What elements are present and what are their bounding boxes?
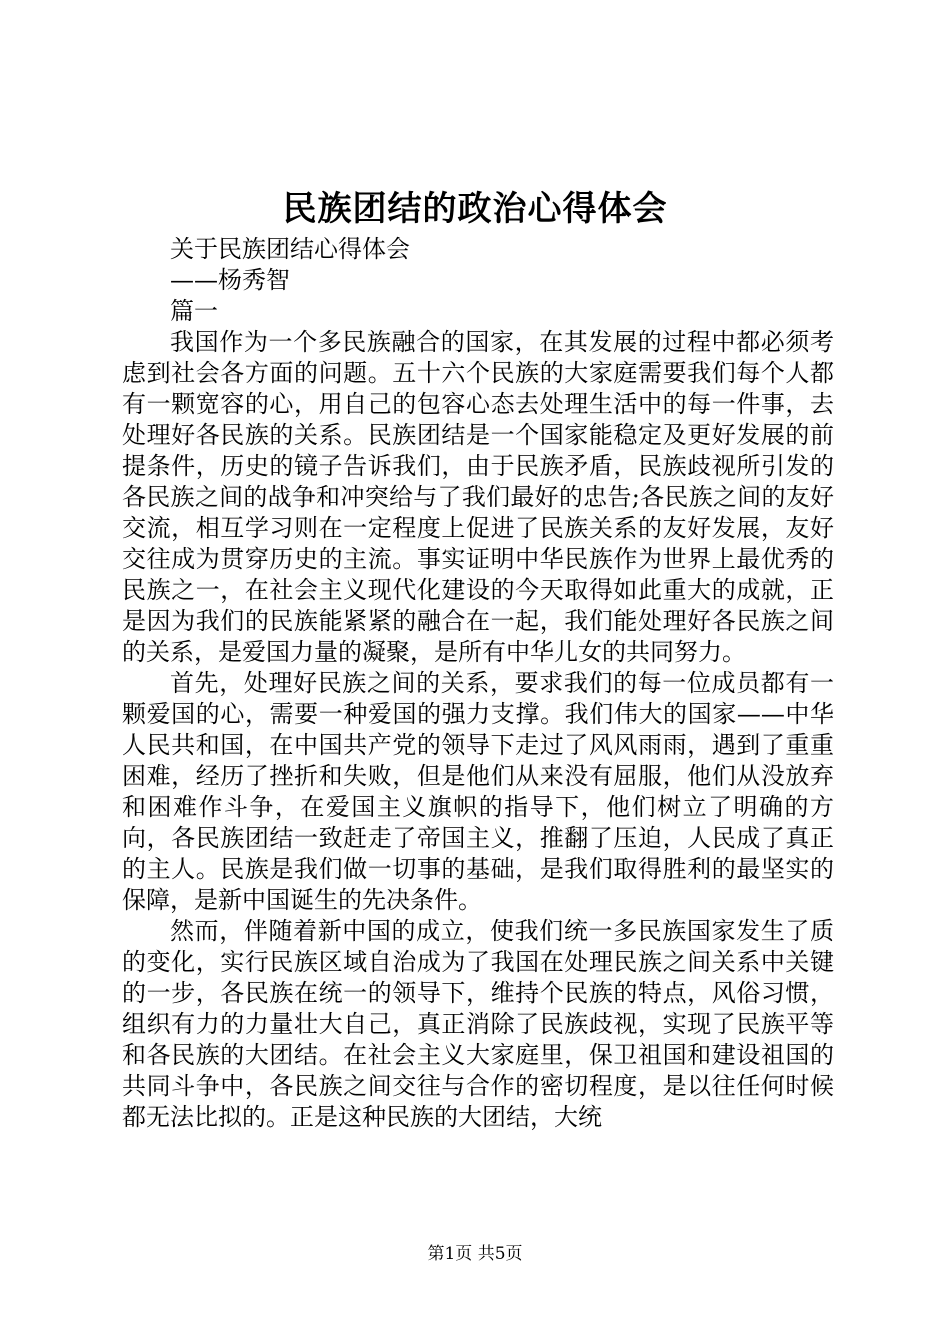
document-body [122, 234, 834, 1133]
paragraph-3: 然而，伴随着新中国的成立，使我们统一多民族国家发生了质的变化，实行民族区域自治成为了我国在处理民族之间关系中关键的一步，各民族在统一的领导下，维持个民族的特点，风俗习惯，组织有力的力量壮大自己，真正消除了民族歧视，实现了民族平等和各民族的大团结。在社会主义大家庭里，保卫祖国和建设祖国的共同斗争中，各民族之间交往与合作的密切程度，是以往任何时候都无法比拟的。正是这种民族的大团结，大统 [122, 917, 834, 1131]
paragraph-1: 我国作为一个多民族融合的国家，在其发展的过程中都必须考虑到社会各方面的问题。五十六个民族的大家庭需要我们每个人都有一颗宽容的心，用自己的包容心态去处理生活中的每一件事，去处理好各民族的关系。民族团结是一个国家能稳定及更好发展的前提条件，历史的镜子告诉我们，由于民族矛盾，民族歧视所引发的各民族之间的战争和冲突给与了我们最好的忠告;各民族之间的友好交流，相互学习则在一定程度上促进了民族关系的友好发展，友好交往成为贯穿历史的主流。事实证明中华民族作为世界上最优秀的民族之一，在社会主义现代化建设的今天取得如此重大的成就，正是因为我们的民族能紧紧的融合在一起，我们能处理好各民族之间的关系，是爱国力量的凝聚，是所有中华儿女的共同努力。 [122, 328, 834, 666]
section-heading: 篇一 [170, 297, 218, 325]
document-title: 民族团结的政治心得体会 [282, 189, 668, 229]
document-author: ——杨秀智 [170, 266, 290, 294]
page-footer: 第1页 共5页 [427, 1244, 523, 1264]
document-subtitle: 关于民族团结心得体会 [170, 235, 410, 263]
paragraph-2: 首先，处理好民族之间的关系，要求我们的每一位成员都有一颗爱国的心，需要一种爱国的强力支撑。我们伟大的国家——中华人民共和国，在中国共产党的领导下走过了风风雨雨，遇到了重重困难，经历了挫折和失败，但是他们从来没有屈服，他们从没放弃和困难作斗争，在爱国主义旗帜的指导下，他们树立了明确的方向，各民族团结一致赶走了帝国主义，推翻了压迫，人民成了真正的主人。民族是我们做一切事的基础，是我们取得胜利的最坚实的保障，是新中国诞生的先决条件。 [122, 669, 834, 914]
